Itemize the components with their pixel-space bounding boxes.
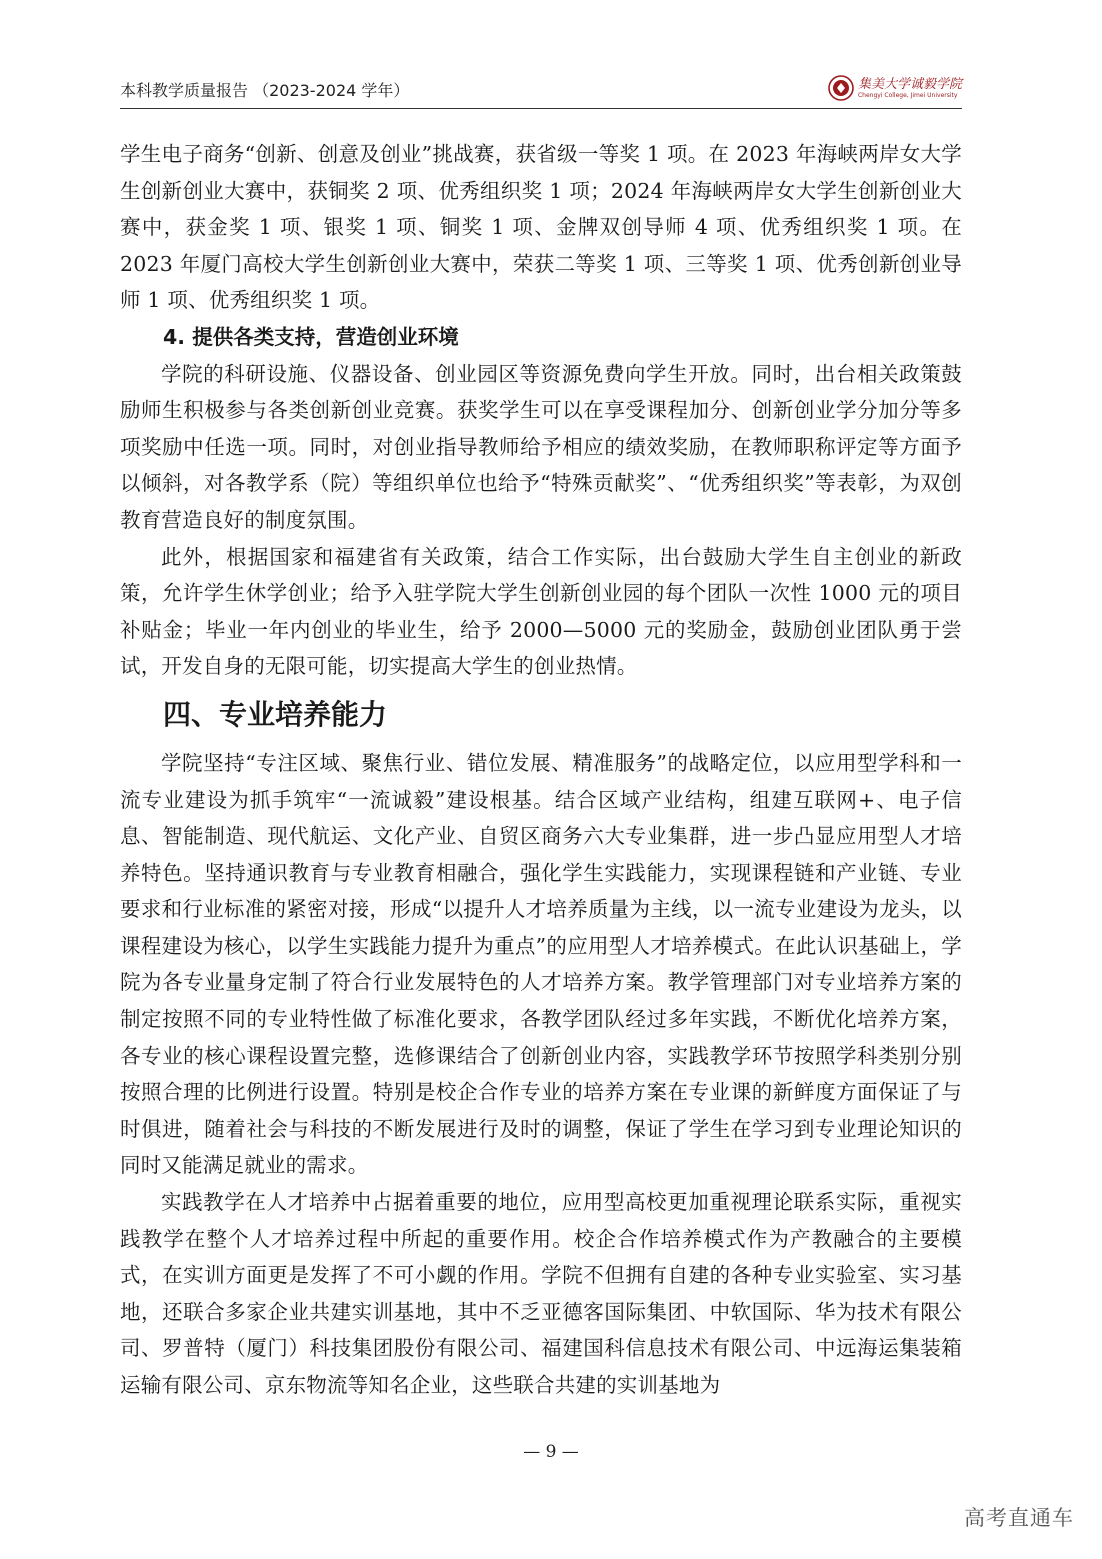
- logo-text: [858, 77, 962, 100]
- paragraph-practice: 实践教学在人才培养中占据着重要的地位，应用型高校更加重视理论联系实际，重视实践教学在整个人才培养过程中所起的重要作用。校企合作培养模式作为产教融合的主要模式，在实训方面更是发挥了不可小觑的作用。学院不但拥有自建的各种专业实验室、实习基地，还联合多家企业共建实训基地，其中不乏亚德客国际集团、中软国际、华为技术有限公司、罗普特（厦门）科技集团股份有限公司、福建国科信息技术有限公司、中远海运集装箱运输有限公司、京东物流等知名企业，这些联合共建的实训基地为: [120, 1190, 962, 1397]
- logo-text-en: Chengyi College, Jimei University: [857, 91, 958, 99]
- header-title: 本科教学质量报告 （2023-2024 学年）: [120, 81, 410, 100]
- logo-text-cn: 集美大学诚毅学院: [857, 76, 962, 92]
- page-number: — 9 —: [523, 1442, 579, 1462]
- paragraph-resources: 学院的科研设施、仪器设备、创业园区等资源免费向学生开放。同时，出台相关政策鼓励师生积极参与各类创新创业竞赛。获奖学生可以在享受课程加分、创新创业学分加分等多项奖励中任选一项。同时，对创业指导教师给予相应的绩效奖励，在教师职称评定等方面予以倾斜，对各教学系（院）等组织单位也给予“特殊贡献奖”、“优秀组织奖”等表彰，为双创教育营造良好的制度氛围。: [120, 361, 962, 532]
- college-seal-icon: [828, 75, 854, 101]
- page-header: [120, 72, 962, 109]
- paragraph-awards: 学生电子商务“创新、创意及创业”挑战赛，获省级一等奖 1 项。在 2023 年海峡两岸女大学生创新创业大赛中，获铜奖 2 项、优秀组织奖 1 项；2024 年海峡两岸女大学生创新创业大赛中，获金奖 1 项、银奖 1 项、铜奖 1 项、金牌双创导师 4 项、优秀组织奖 1 项。在 2023 年厦门高校大学生创新创业大赛中，荣获二等奖 1 项、三等奖 1 项、优秀创新创业导师 1 项、优秀组织奖 1 项。: [120, 142, 962, 313]
- paragraph-strategy: 学院坚持“专注区域、聚焦行业、错位发展、精准服务”的战略定位，以应用型学科和一流专业建设为抓手筑牢“一流诚毅”建设根基。结合区域产业结构，组建互联网+、电子信息、智能制造、现代航运、文化产业、自贸区商务六大专业集群，进一步凸显应用型人才培养特色。坚持通识教育与专业教育相融合，强化学生实践能力，实现课程链和产业链、专业要求和行业标准的紧密对接，形成“以提升人才培养质量为主线，以一流专业建设为龙头，以课程建设为核心，以学生实践能力提升为重点”的应用型人才培养模式。在此认识基础上，学院为各专业量身定制了符合行业发展特色的人才培养方案。教学管理部门对专业培养方案的制定按照不同的专业特性做了标准化要求，各教学团队经过多年实践，不断优化培养方案，各专业的核心课程设置完整，选修课结合了创新创业内容，实践教学环节按照学科类别分别按照合理的比例进行设置。特别是校企合作专业的培养方案在专业课的新鲜度方面保证了与时俱进，随着社会与科技的不断发展进行及时的调整，保证了学生在学习到专业理论知识的同时又能满足就业的需求。: [120, 750, 962, 1178]
- watermark: 高考直通车: [964, 1506, 1074, 1530]
- document-body: [120, 136, 962, 1404]
- subheading-support: 4. 提供各类支持，营造创业环境: [163, 324, 459, 349]
- college-logo: [828, 74, 962, 102]
- section-title: 四、专业培养能力: [163, 697, 388, 731]
- paragraph-policy: 此外，根据国家和福建省有关政策，结合工作实际，出台鼓励大学生自主创业的新政策，允许学生休学创业；给予入驻学院大学生创新创业园的每个团队一次性 1000 元的项目补贴金；毕业一年内创业的毕业生，给予 2000—5000 元的奖励金，鼓励创业团队勇于尝试，开发自身的无限可能，切实提高大学生的创业热情。: [120, 544, 962, 679]
